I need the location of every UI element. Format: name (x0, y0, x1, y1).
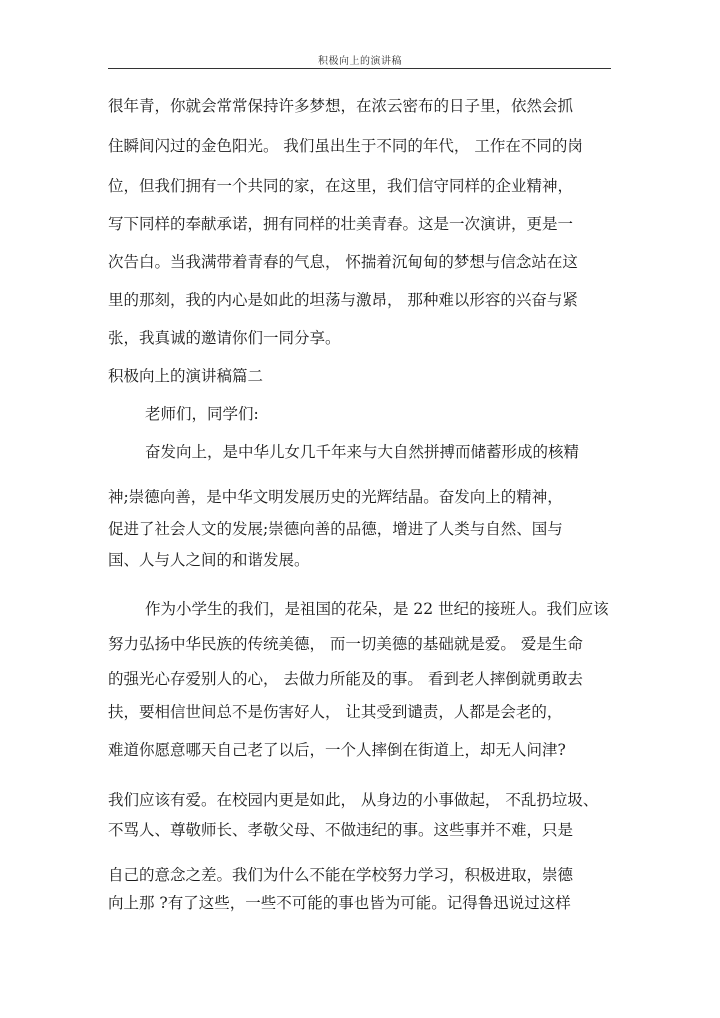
body-line: 不骂人、尊敬师长、孝敬父母、不做违纪的事。这些事并不难，只是 (108, 821, 574, 839)
body-line: 很年青，你就会常常保持许多梦想，在浓云密布的日子里，依然会抓 (108, 97, 574, 115)
body-line: 位，但我们拥有一个共同的家，在这里，我们信守同样的企业精神， (108, 177, 574, 195)
body-line: 国、人与人之间的和谐发展。 (108, 551, 310, 569)
body-line: 张，我真诚的邀请你们一同分享。 (108, 329, 341, 347)
body-line: 写下同样的奉献承诺，拥有同样的壮美青春。这是一次演讲，更是一 (108, 215, 574, 233)
body-line: 向上那 ?有了这些，一些不可能的事也皆为可能。记得鲁迅说过这样 (108, 894, 571, 912)
body-line: 的强光心存爱别人的心， 去做力所能及的事。 看到老人摔倒就勇敢去 (108, 670, 583, 688)
body-line: 住瞬间闪过的金色阳光。 我们虽出生于不同的年代， 工作在不同的岗 (108, 137, 583, 155)
body-line: 神;崇德向善，是中华文明发展历史的光辉结晶。奋发向上的精神， (108, 488, 563, 506)
header-divider (108, 68, 611, 69)
body-line: 自己的意念之差。我们为什么不能在学校努力学习，积极进取，崇德 (108, 866, 574, 884)
salutation: 老师们，同学们: (145, 405, 259, 423)
body-line: 促进了社会人文的发展;崇德向善的品德，增进了人类与自然、国与 (108, 520, 563, 538)
body-line: 次告白。当我满带着青春的气息， 怀揣着沉甸甸的梦想与信念站在这 (108, 253, 578, 271)
body-line: 扶，要相信世间总不是伤害好人， 让其受到谴责，人都是会老的， (108, 703, 563, 721)
section-heading: 积极向上的演讲稿篇二 (108, 367, 264, 385)
body-line: 努力弘扬中华民族的传统美德， 而一切美德的基础就是爱。 爱是生命 (108, 635, 583, 653)
body-line: 作为小学生的我们，是祖国的花朵，是 22 世纪的接班人。我们应该 (145, 600, 609, 618)
body-line: 奋发向上，是中华儿女几千年来与大自然拼搏而储蓄形成的核精 (145, 443, 580, 461)
body-line: 难道你愿意哪天自己老了以后，一个人摔倒在街道上，却无人问津? (108, 741, 566, 759)
body-line: 里的那刻，我的内心是如此的坦荡与激昂， 那种难以形容的兴奋与紧 (108, 291, 578, 309)
page-header-title: 积极向上的演讲稿 (318, 56, 402, 67)
body-line: 我们应该有爱。在校园内更是如此， 从身边的小事做起， 不乱扔垃圾、 (108, 791, 599, 809)
